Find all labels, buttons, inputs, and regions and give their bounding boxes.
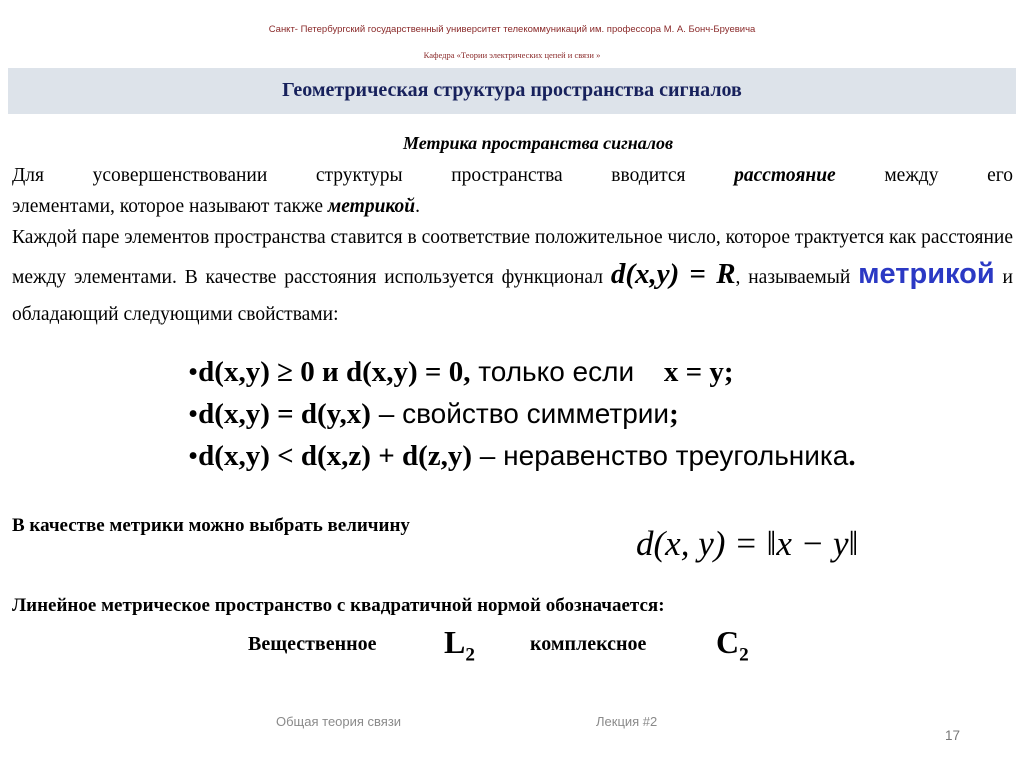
paragraph-distance-line2: элементами, которое называют также метрикой. (12, 196, 421, 217)
property-nonnegativity: •d(x,y) ≥ 0 и d(x,y) = 0, только если x = y; (188, 356, 734, 388)
property-symmetry: •d(x,y) = d(y,x) – свойство симметрии; (188, 398, 679, 430)
paragraph-distance-line1: Для усовершенствовании структуры пространства вводится расстояние между его (12, 165, 1013, 186)
footer-lecture: Лекция #2 (596, 714, 658, 729)
functional-expression: d(x,y) = R (610, 258, 736, 290)
header-university: Санкт- Петербургский государственный университет телекоммуникаций им. профессора М. А. Бонч-Бруевича (268, 24, 756, 35)
term-distance: расстояние (734, 165, 836, 186)
page-number: 17 (945, 728, 961, 743)
slide-title: Геометрическая структура пространства сигналов (282, 79, 742, 101)
paragraph-distance (12, 160, 1013, 222)
metric-formula: d(x, y) = ‖x − y‖ (636, 524, 859, 563)
paragraph-functional: Каждой паре элементов пространства ставится в соответствие положительное число, которое трактуется как расстояние между элементами. В качестве расстояния используется функционал d(x,y) = R, называемый метрикой и обладающий следующими свойствами: (12, 227, 1013, 325)
property-triangle: •d(x,y) < d(x,z) + d(z,y) – неравенство треугольника. (188, 440, 856, 472)
l2-symbol: $L_2$ (444, 624, 475, 666)
linear-space-text: Линейное метрическое пространство с квадратичной нормой обозначается: (12, 595, 665, 616)
slide-subtitle: Метрика пространства сигналов (402, 133, 673, 153)
real-label: Вещественное (248, 633, 377, 655)
complex-label: комплексное (530, 633, 647, 655)
metric-highlight: метрикой (858, 258, 995, 290)
metric-choice-text: В качестве метрики можно выбрать величину (12, 515, 410, 536)
header-department: Кафедра «Теории электрических цепей и связи » (423, 50, 601, 60)
footer-course: Общая теория связи (276, 714, 402, 729)
c2-symbol: $C_2$ (716, 624, 749, 666)
term-metric: метрикой (327, 196, 416, 217)
